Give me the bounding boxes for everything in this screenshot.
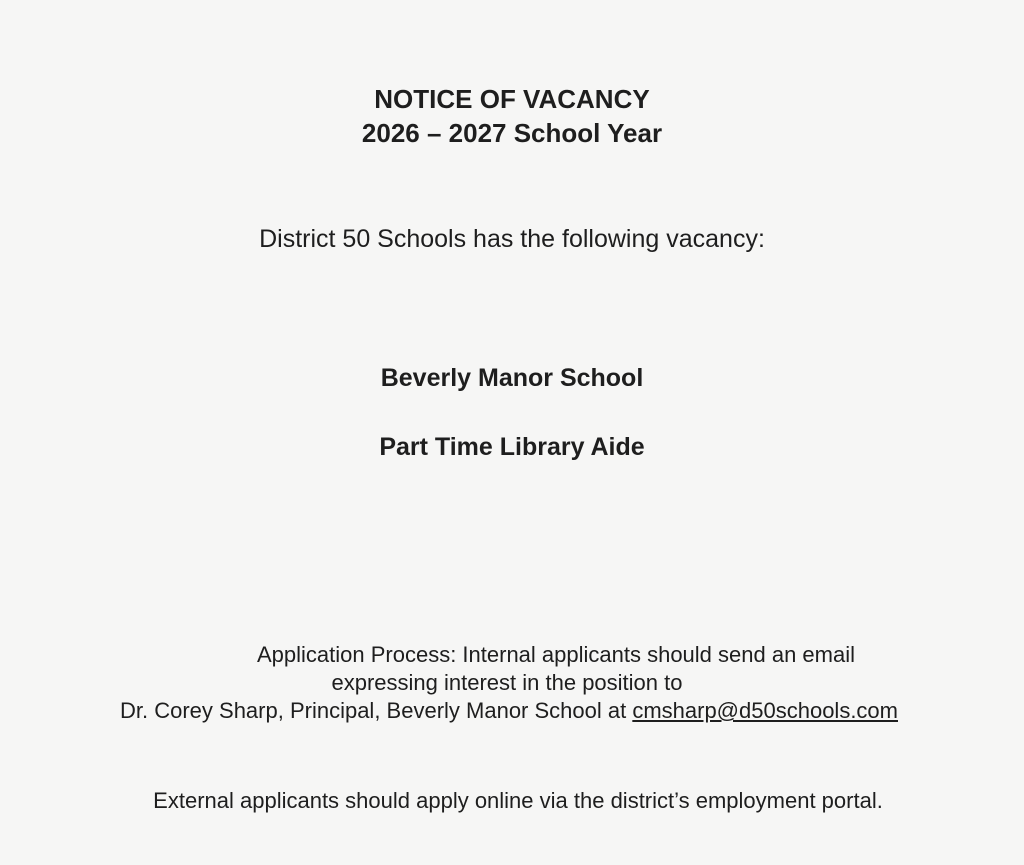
application-line-1: Application Process: Internal applicants should send an email: [256, 642, 856, 667]
external-applicants-text: External applicants should apply online via the district’s employment portal.: [153, 788, 883, 813]
contact-text: Dr. Corey Sharp, Principal, Beverly Manor School at: [120, 698, 633, 723]
school-name: Beverly Manor School: [380, 364, 644, 392]
application-line-3: [0, 698, 1021, 724]
intro-text: District 50 Schools has the following vacancy:: [259, 225, 765, 253]
school-year: 2026 – 2027 School Year: [361, 118, 663, 148]
notice-title: NOTICE OF VACANCY: [374, 84, 650, 114]
email-link[interactable]: cmsharp@d50schools.com: [632, 698, 898, 723]
position-title: Part Time Library Aide: [379, 433, 645, 461]
application-line-2: expressing interest in the position to: [331, 670, 683, 695]
